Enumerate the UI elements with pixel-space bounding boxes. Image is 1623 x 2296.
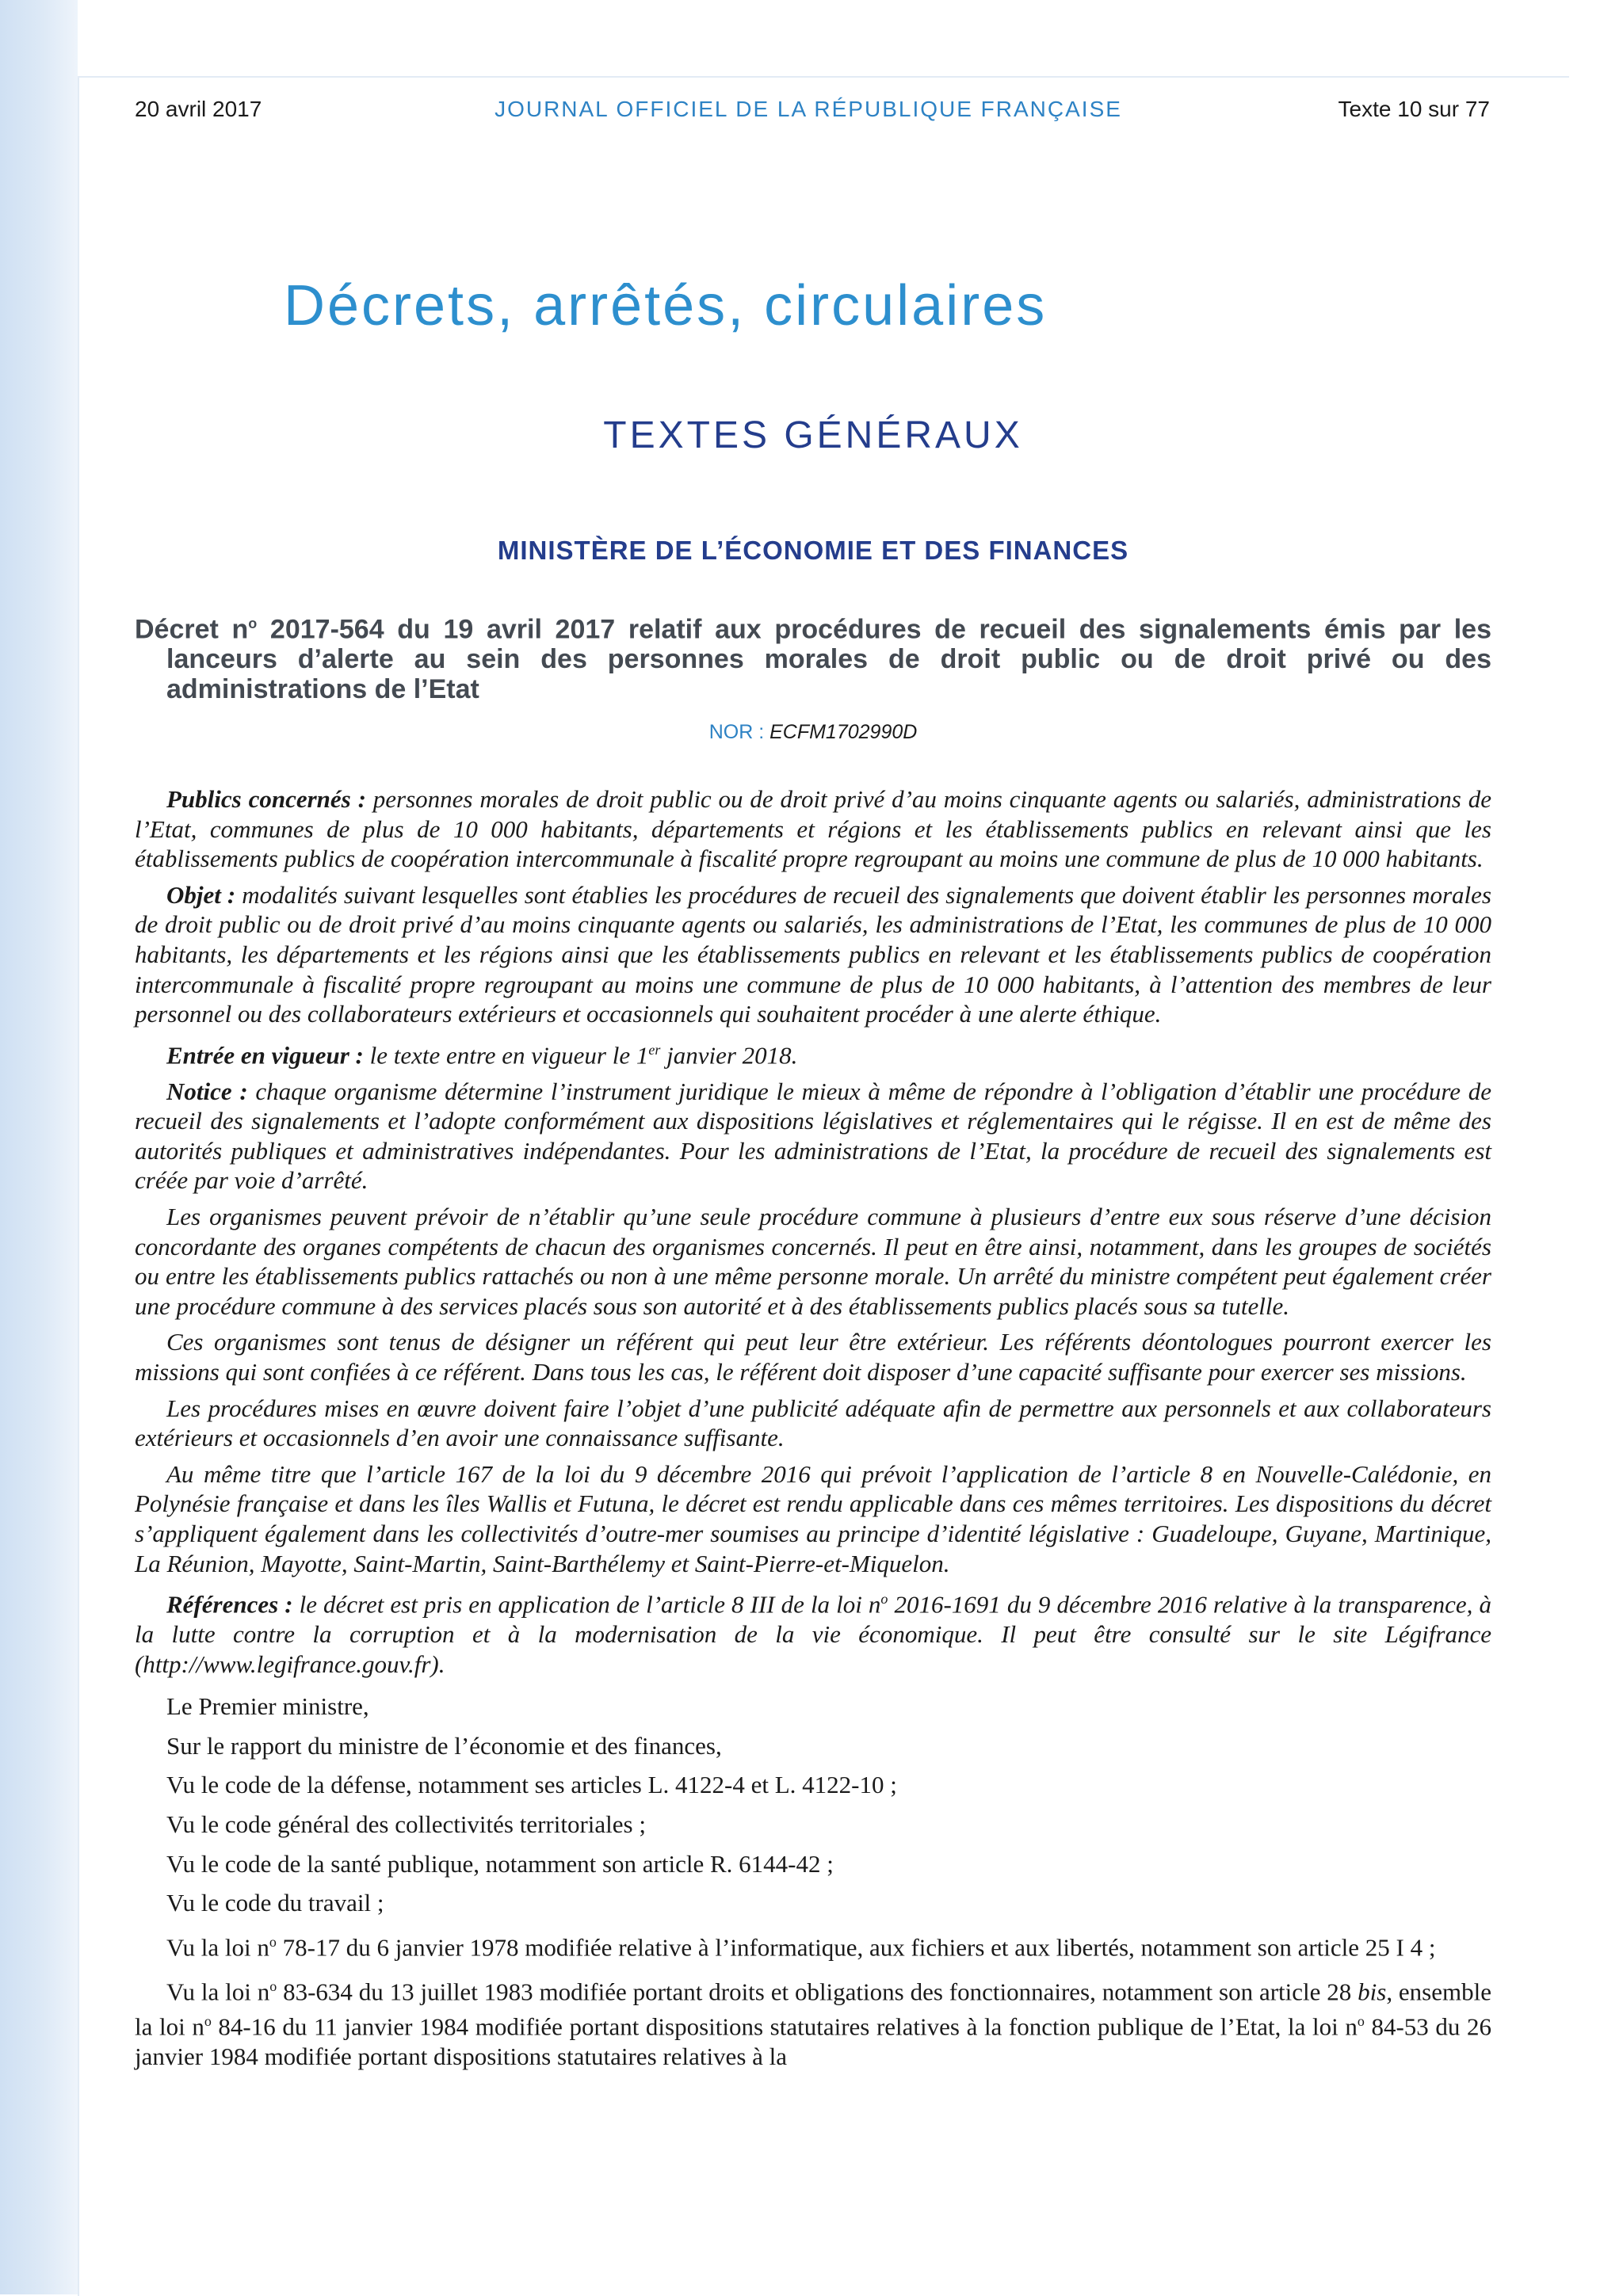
header-journal-title: JOURNAL OFFICIEL DE LA RÉPUBLIQUE FRANÇAISE [495, 97, 1122, 121]
preamble-vu-cgct: Vu le code général des collectivités territoriales ; [166, 1810, 646, 1839]
preamble-rapport: Sur le rapport du ministre de l’économie et des finances, [166, 1731, 722, 1760]
summary-objet: Objet : modalités suivant lesquelles sont établies les procédures de recueil des signalements que doivent établir les personnes morales de droit public ou de droit privé d’au moins cinquante agents ou salariés, les administrations de l’Etat, les communes de plus de 10 000 habitants, les départements et les régions ainsi que les établissements publics en relevant et les établissements publics de coopération intercommunale à fiscalité propre regroupant au moins une commune de plus de 10 000 habitants, à l’attention des membres de leur personnel ou des collaborateurs extérieurs et occasionnels qui souhaitent procéder à une alerte éthique. [135, 880, 1491, 1028]
summary-publics: Publics concernés : personnes morales de droit public ou de droit privé d’au moins cinquante agents ou salariés, administrations de l’Etat, communes de plus de 10 000 habitants, départements et régions et les établissements publics en relevant ainsi que les établissements publics de coopération intercommunale à fiscalité propre regroupant au moins une commune de plus de 10 000 habitants. [135, 785, 1491, 873]
summary-notice: Notice : chaque organisme détermine l’instrument juridique le mieux à même de répondre à l’obligation d’établir une procédure de recueil des signalements et l’adopte conformément aux dispositions législatives et réglementaires qui le régisse. Il en est de même des autorités publiques et administratives indépendantes. Pour les administrations de l’Etat, la procédure de recueil des signalements est créée par voie d’arrêté. [135, 1077, 1491, 1195]
summary-notice-p5: Au même titre que l’article 167 de la loi du 9 décembre 2016 qui prévoit l’application de l’article 8 en Nouvelle-Calédonie, en Polynésie française et dans les îles Wallis et Futuna, le décret est rendu applicable dans ces mêmes territoires. Les dispositions du décret s’appliquent également dans les collectivités d’outre-mer soumises au principe d’identité législative : Guadeloupe, Guyane, Martinique, La Réunion, Mayotte, Saint-Martin, Saint-Barthélemy et Saint-Pierre-et-Miquelon. [135, 1459, 1491, 1577]
preamble-vu-sante: Vu le code de la santé publique, notamment son article R. 6144-42 ; [166, 1849, 834, 1878]
summary-notice-p4: Les procédures mises en œuvre doivent faire l’objet d’une publicité adéquate afin de permettre aux personnels et aux collaborateurs extérieurs et occasionnels d’en avoir une connaissance suffisante. [135, 1394, 1491, 1452]
summary-notice-p3: Ces organismes sont tenus de désigner un référent qui peut leur être extérieur. Les référents déontologues pourront exercer les missions qui sont confiées à ce référent. Dans tous les cas, le référent doit disposer d’une capacité suffisante pour exercer ses missions. [135, 1328, 1491, 1386]
page-margin-band [0, 0, 78, 2294]
nor-code: ECFM1702990D [769, 721, 918, 743]
preamble-vu-travail: Vu le code du travail ; [166, 1889, 384, 1917]
sub-title: TEXTES GÉNÉRAUX [603, 414, 1023, 456]
preamble-vu-loi-83-634: Vu la loi $n^o$ 83-634 du 13 juillet 1983 modifiée portant droits et obligations des fonctionnaires, notamment son article 28 bis, ensemble la loi $n^o$ 84-16 du 11 janvier 1984 modifiée portant dispositions statutaires relatives à la fonction publique de l’Etat, la loi $n^o$ 84-53 du 26 janvier 1984 modifiée portant dispositions statutaires relatives à la [135, 1978, 1491, 2070]
decree-title: Décret $n^o$ 2017-564 du 19 avril 2017 relatif aux procédures de recueil des signalements émis par les lanceurs d’alerte au sein des personnes morales de droit public ou de droit privé ou des administrations de l’Etat [135, 614, 1491, 705]
summary-references: Références : le décret est pris en application de l’article 8 III de la loi $n^o$ 2016-1691 du 9 décembre 2016 relative à la transparence, à la lutte contre la corruption et à la modernisation de la vie économique. Il peut être consulté sur le site Légifrance (http://www.legifrance.gouv.fr). [135, 1590, 1491, 1678]
summary-notice-p2: Les organismes peuvent prévoir de n’établir qu’une seule procédure commune à plusieurs d’entre eux sous réserve d’une décision concordante des organes compétents de chacun des organismes concernés. Il peut en être ainsi, notamment, dans les groupes de sociétés ou entre les établissements publics rattachés ou non à une même personne morale. Un arrêté du ministre compétent peut également créer une procédure commune à des services placés sous son autorité et à des établissements publics placés sous sa tutelle. [135, 1203, 1491, 1320]
decree-body [135, 784, 1491, 2081]
header-date: 20 avril 2017 [135, 97, 262, 121]
preamble-vu-loi-78-17: Vu la loi $n^o$ 78-17 du 6 janvier 1978 modifiée relative à l’informatique, aux fichiers et aux libertés, notamment son article 25 I 4 ; [166, 1933, 1436, 1962]
preamble-vu-defense: Vu le code de la défense, notamment ses articles L. 4122-4 et L. 4122-10 ; [166, 1771, 897, 1799]
summary-entree: Entrée en vigueur : le texte entre en vigueur le 1er janvier 2018. [166, 1041, 798, 1070]
nor-reference: NOR : ECFM1702990D [708, 721, 918, 743]
header-text-number: Texte 10 sur 77 [1338, 97, 1490, 121]
section-title: Décrets, arrêtés, circulaires [284, 274, 1048, 338]
preamble-premier-ministre: Le Premier ministre, [166, 1692, 369, 1721]
ministry-heading: MINISTÈRE DE L’ÉCONOMIE ET DES FINANCES [497, 536, 1129, 565]
